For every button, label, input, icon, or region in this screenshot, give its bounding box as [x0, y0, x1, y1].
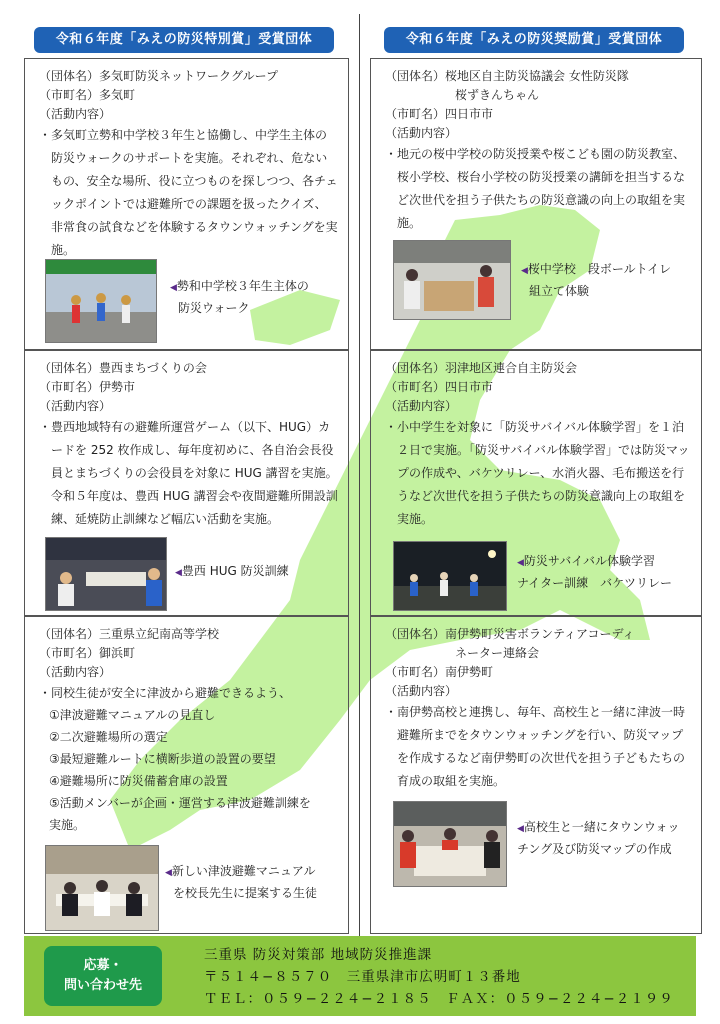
activity-label: （活動内容）: [385, 126, 458, 140]
photo-caption-cont: 防災ウォーク: [178, 301, 250, 315]
activity-item-5: ⑤活動メンバーが企画・運営する津波避難訓練を実施。: [49, 796, 311, 832]
contact-button[interactable]: [44, 946, 162, 1006]
left-column-header: 令和６年度「みえの防災特別賞」受賞団体: [34, 27, 334, 53]
photo-bousai-walk: [45, 259, 157, 343]
caption-marker-icon: ◀: [517, 824, 524, 834]
org-name: 桜地区自主防災協議会 女性防災隊: [445, 69, 629, 83]
org-label: （団体名）: [385, 69, 446, 83]
city-label: （市町名）: [385, 107, 446, 121]
photo-caption-cont: ナイター訓練 バケツリレー: [517, 576, 673, 590]
activity-item-3: ③最短避難ルートに横断歩道の設置の要望: [49, 752, 276, 766]
contact-footer: [24, 936, 696, 1016]
activity-item-1: ①津波避難マニュアルの見直し: [49, 708, 216, 722]
city-name: 御浜町: [99, 646, 136, 660]
city-label: （市町名）: [385, 380, 446, 394]
city-name: 多気町: [99, 88, 136, 102]
photo-caption: 防災サバイバル体験学習: [523, 554, 655, 568]
caption-marker-icon: ◀: [175, 568, 182, 578]
activity-description: ・豊西地域特有の避難所運営ゲーム（以下、HUG）カードを 252 枚作成し、毎年度初めに、各自治会長役員とまちづくりの会役員を対象に HUG 講習を実施。令和５年度は、豊西 HUG 講習会や夜間避難所開設訓練、延焼防止訓練など幅広い活動を実施。: [39, 420, 338, 526]
photo-caption: 新しい津波避難マニュアル: [171, 864, 316, 878]
photo-caption: 豊西 HUG 防災訓練: [181, 564, 289, 578]
caption-marker-icon: ◀: [517, 558, 524, 568]
org-name: 南伊勢町災害ボランティアコーディ: [445, 627, 635, 641]
photo-caption: 高校生と一緒にタウンウォッ: [523, 820, 680, 834]
activity-description: ・南伊勢高校と連携し、毎年、高校生と一緒に津波一時避難所までをタウンウォッチングを行い、防災マップを作成するなど南伊勢町の次世代を担う子どもたちの育成の取組を実施。: [385, 705, 686, 788]
city-label: （市町名）: [39, 380, 100, 394]
photo-cardboard-toilet: [393, 240, 511, 320]
photo-tsunami-manual: [45, 845, 159, 931]
org-name-cont: ネーター連絡会: [455, 646, 540, 660]
city-name: 南伊勢町: [445, 665, 494, 679]
org-label: （団体名）: [385, 627, 446, 641]
org-label: （団体名）: [39, 69, 100, 83]
award-card-kinan: [24, 616, 349, 934]
award-card-toyonishi: [24, 350, 349, 616]
photo-caption-cont: を校長先生に提案する生徒: [173, 886, 318, 900]
activity-label: （活動内容）: [385, 684, 458, 698]
city-label: （市町名）: [385, 665, 446, 679]
city-name: 伊勢市: [99, 380, 136, 394]
activity-description: ・地元の桜中学校の防災授業や桜こども園の防災教室、桜小学校、桜台小学校の防災授業の講師を担当するなど次世代を担う子供たちの防災意識の向上の取組を実施。: [385, 147, 686, 230]
photo-caption-cont: 組立て体験: [529, 284, 590, 298]
photo-caption: 桜中学校 段ボールトイレ: [527, 262, 672, 276]
right-column-header: 令和６年度「みえの防災奨励賞」受賞団体: [384, 27, 684, 53]
contact-phone-fax: ＴＥＬ：０５９−２２４−２１８５ ＦＡＸ：０５９−２２４−２１９９: [204, 991, 674, 1007]
photo-bucket-relay: [393, 541, 507, 611]
award-card-sakura: [370, 58, 702, 350]
city-label: （市町名）: [39, 88, 100, 102]
activity-description: ・同校生徒が安全に津波から避難できるよう、: [39, 686, 292, 700]
activity-label: （活動内容）: [39, 399, 112, 413]
caption-marker-icon: ◀: [170, 283, 177, 293]
contact-button-line1: 応募・: [83, 958, 123, 973]
caption-marker-icon: ◀: [165, 868, 172, 878]
photo-town-watching-map: [393, 801, 507, 887]
org-label: （団体名）: [39, 361, 100, 375]
org-name-cont: 桜ずきんちゃん: [455, 88, 540, 102]
org-name: 多気町防災ネットワークグループ: [99, 69, 279, 83]
award-card-hazu: [370, 350, 702, 616]
contact-department: 三重県 防災対策部 地域防災推進課: [204, 947, 433, 963]
photo-caption: 勢和中学校３年生主体の: [176, 279, 309, 293]
activity-label: （活動内容）: [39, 665, 112, 679]
activity-description: ・多気町立勢和中学校３年生と協働し、中学生主体の防災ウォークのサポートを実施。それぞれ、危ないもの、安全な場所、役に立つものを探しつつ、各チェックポイントでは避難所での課題を扱ったクイズ、非常食の試食などを体験するタウンウォッチングを実施。: [39, 128, 338, 257]
city-name: 四日市市: [445, 380, 494, 394]
contact-address: 〒５１４−８５７０ 三重県津市広明町１３番地: [204, 969, 521, 985]
org-name: 豊西まちづくりの会: [99, 361, 207, 375]
activity-item-4: ④避難場所に防災備蓄倉庫の設置: [49, 774, 228, 788]
photo-hug-training: [45, 537, 167, 611]
photo-caption-cont: チング及び防災マップの作成: [517, 842, 672, 856]
activity-label: （活動内容）: [385, 399, 458, 413]
city-label: （市町名）: [39, 646, 100, 660]
caption-marker-icon: ◀: [521, 266, 528, 276]
award-card-tagi: [24, 58, 349, 350]
activity-item-2: ②二次避難場所の選定: [49, 730, 168, 744]
column-divider: [359, 14, 360, 936]
award-card-minamiise: [370, 616, 702, 934]
activity-description: ・小中学生を対象に「防災サバイバル体験学習」を１泊２日で実施。「防災サバイバル体験学習」では防災マップの作成や、バケツリレー、水消火器、毛布搬送を行うなど次世代を担う子供たちの防災意識向上の取組を実施。: [385, 420, 690, 526]
activity-label: （活動内容）: [39, 107, 112, 121]
city-name: 四日市市: [445, 107, 494, 121]
org-name: 羽津地区連合自主防災会: [445, 361, 578, 375]
org-label: （団体名）: [39, 627, 100, 641]
org-label: （団体名）: [385, 361, 446, 375]
contact-button-line2: 問い合わせ先: [63, 978, 142, 993]
org-name: 三重県立紀南高等学校: [99, 627, 220, 641]
